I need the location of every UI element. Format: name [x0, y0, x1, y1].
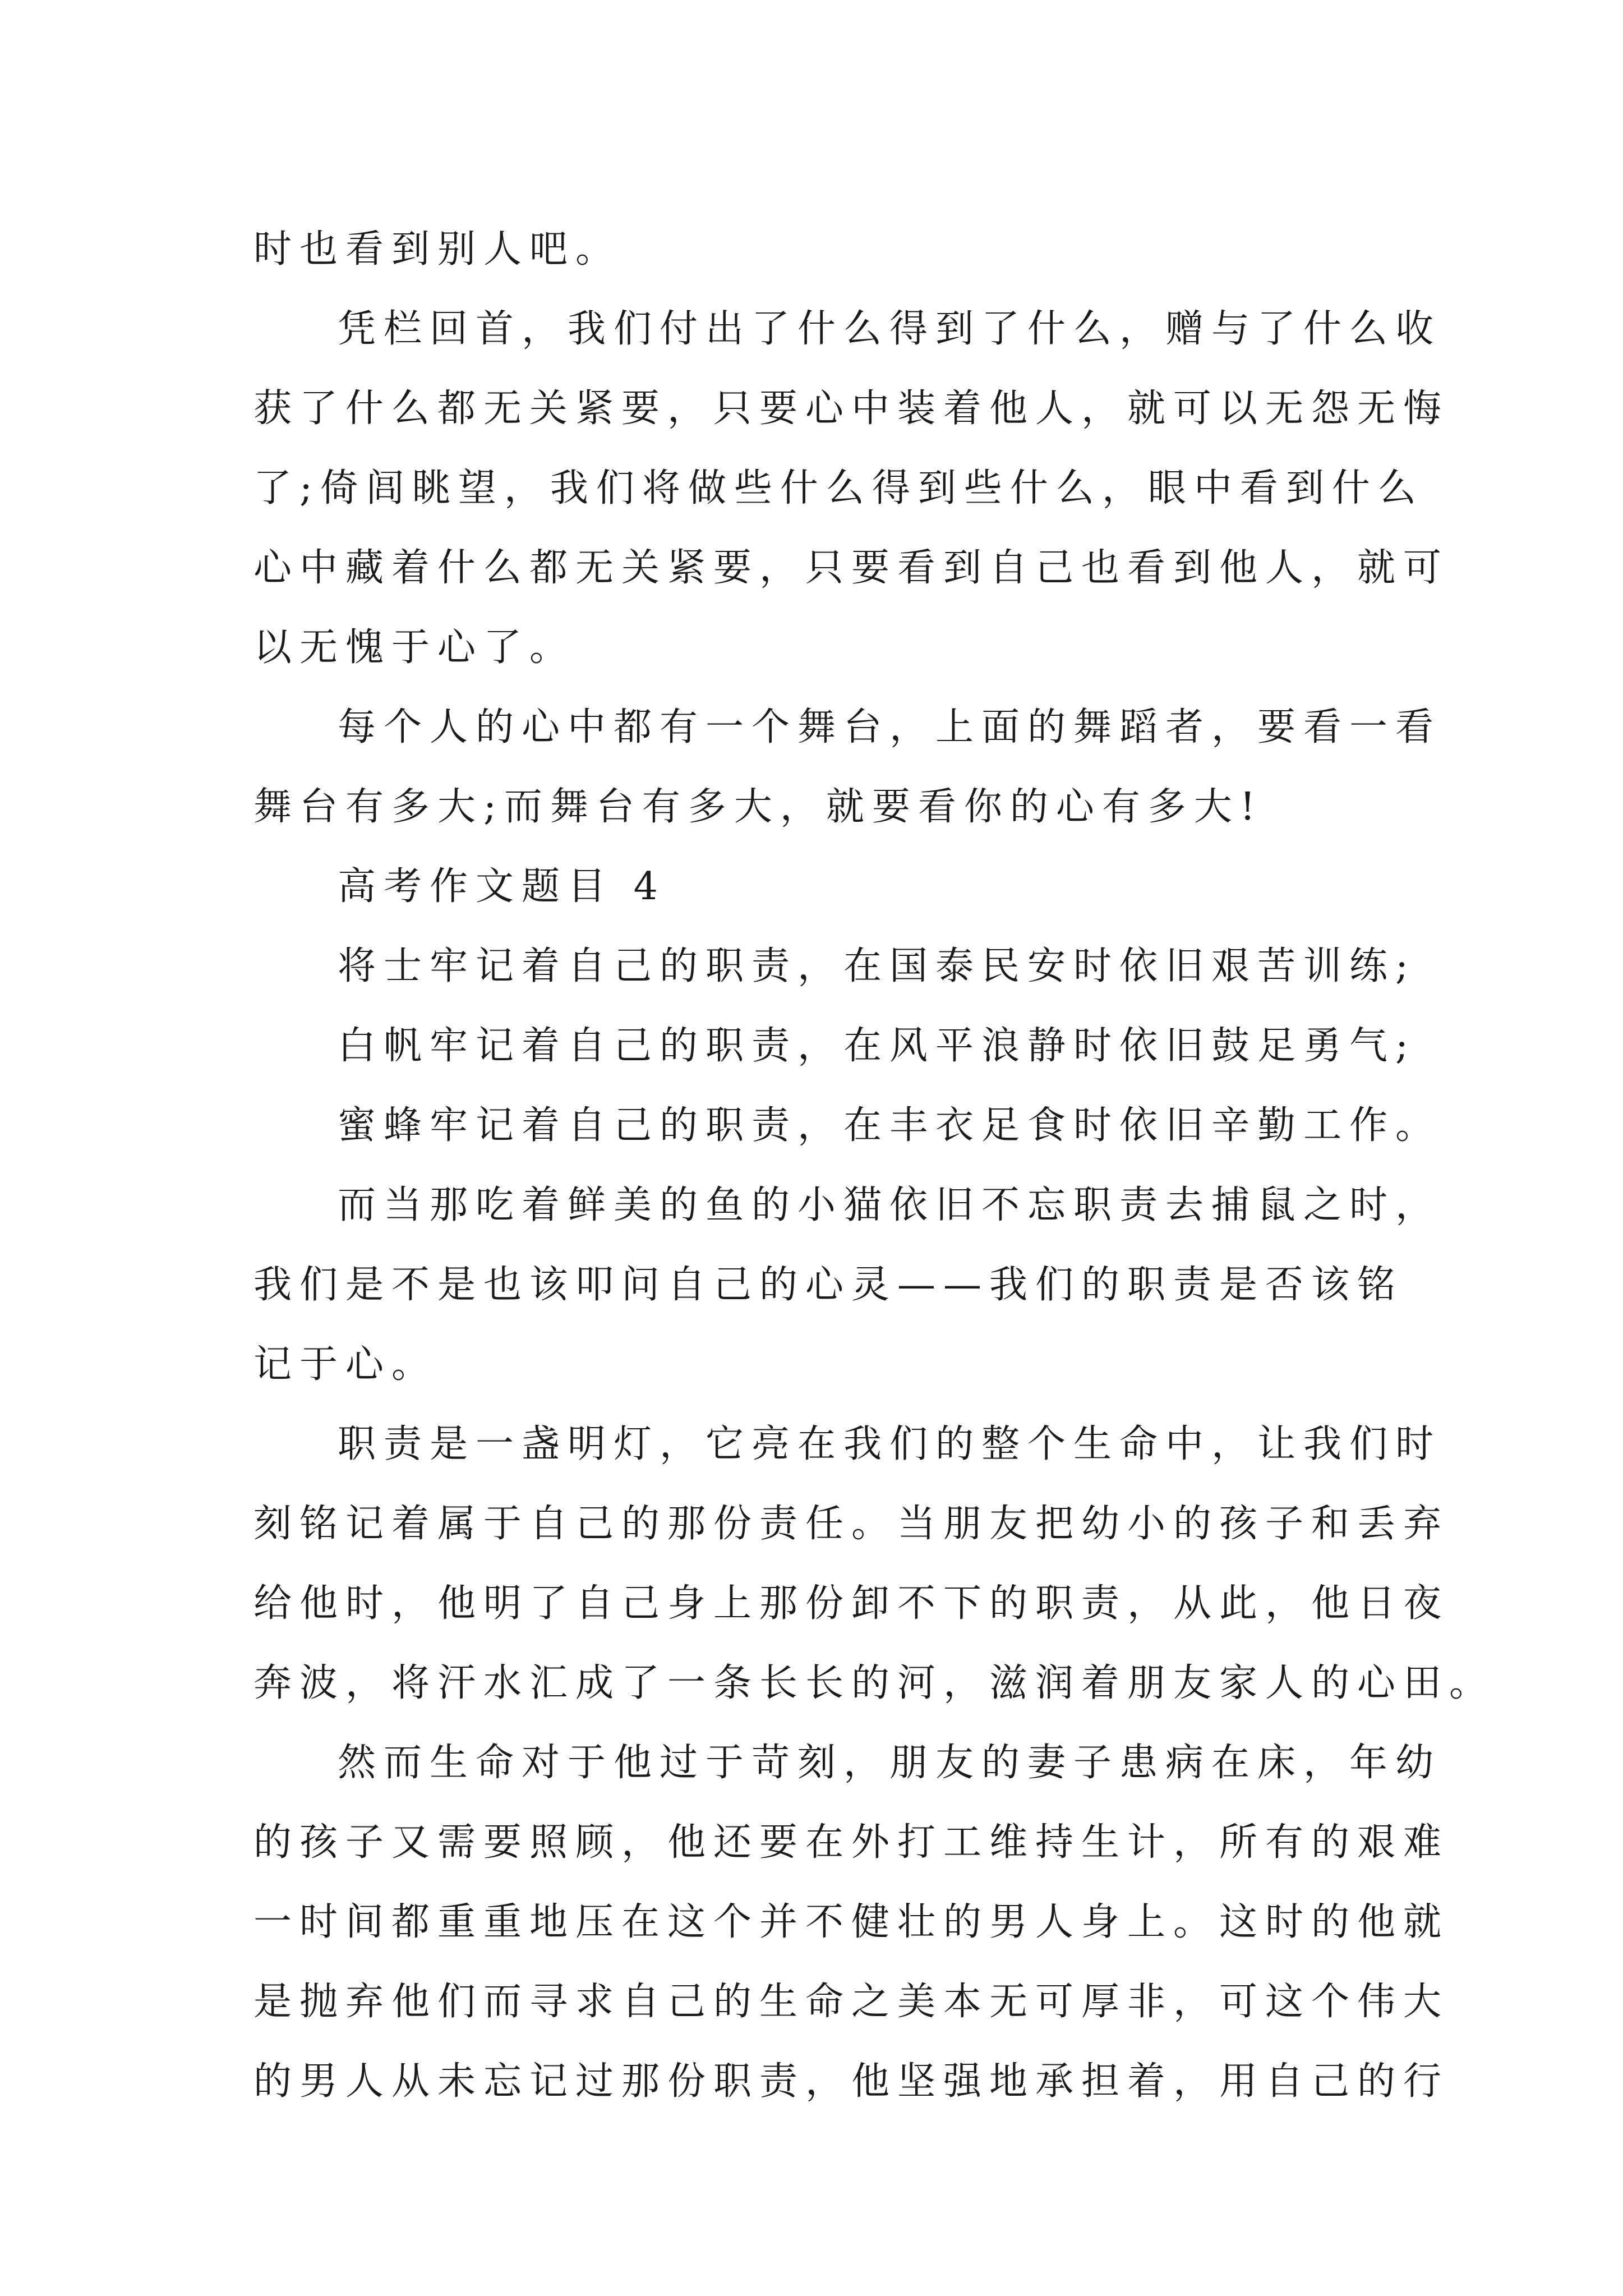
text-line: 是抛弃他们而寻求自己的生命之美本无可厚非，可这个伟大 [253, 1980, 1450, 2024]
text-line: 时也看到别人吧。 [253, 227, 622, 272]
text-line: 我们是不是也该叩问自己的心灵——我们的职责是否该铭 [253, 1263, 1404, 1307]
paragraph-first-line: 而当那吃着鲜美的鱼的小猫依旧不忘职责去捕鼠之时， [338, 1183, 1442, 1227]
text-line: 刻铭记着属于自己的那份责任。当朋友把幼小的孩子和丢弃 [253, 1502, 1450, 1546]
text-line: 奔波，将汗水汇成了一条长长的河，滋润着朋友家人的心田。 [253, 1661, 1496, 1705]
paragraph-first-line: 职责是一盏明灯，它亮在我们的整个生命中，让我们时 [338, 1422, 1442, 1466]
paragraph-first-line: 蜜蜂牢记着自己的职责，在丰衣足食时依旧辛勤工作。 [338, 1103, 1442, 1148]
text-line: 了;倚闾眺望，我们将做些什么得到些什么，眼中看到什么 [253, 466, 1424, 510]
text-line: 给他时，他明了自己身上那份卸不下的职责，从此，他日夜 [253, 1581, 1450, 1626]
text-line: 的孩子又需要照顾，他还要在外打工维持生计，所有的艰难 [253, 1820, 1450, 1865]
section-heading: 高考作文题目 4 [338, 864, 666, 909]
paragraph-first-line: 白帆牢记着自己的职责，在风平浪静时依旧鼓足勇气; [338, 1024, 1416, 1068]
text-line: 的男人从未忘记过那份职责，他坚强地承担着，用自己的行 [253, 2059, 1450, 2104]
paragraph-first-line: 凭栏回首，我们付出了什么得到了什么，赠与了什么收 [338, 307, 1442, 351]
text-line: 心中藏着什么都无关紧要，只要看到自己也看到他人，就可 [253, 546, 1450, 590]
paragraph-first-line: 将士牢记着自己的职责，在国泰民安时依旧艰苦训练; [338, 944, 1416, 988]
document-body [253, 210, 1496, 2122]
text-line: 舞台有多大;而舞台有多大，就要看你的心有多大! [253, 785, 1264, 829]
text-line: 记于心。 [253, 1342, 438, 1387]
text-line: 以无愧于心了。 [253, 625, 576, 670]
text-line: 获了什么都无关紧要，只要心中装着他人，就可以无怨无悔 [253, 386, 1450, 431]
paragraph-first-line: 每个人的心中都有一个舞台，上面的舞蹈者，要看一看 [338, 705, 1442, 749]
text-line: 一时间都重重地压在这个并不健壮的男人身上。这时的他就 [253, 1900, 1450, 1944]
paragraph-first-line: 然而生命对于他过于苛刻，朋友的妻子患病在床，年幼 [338, 1741, 1442, 1785]
